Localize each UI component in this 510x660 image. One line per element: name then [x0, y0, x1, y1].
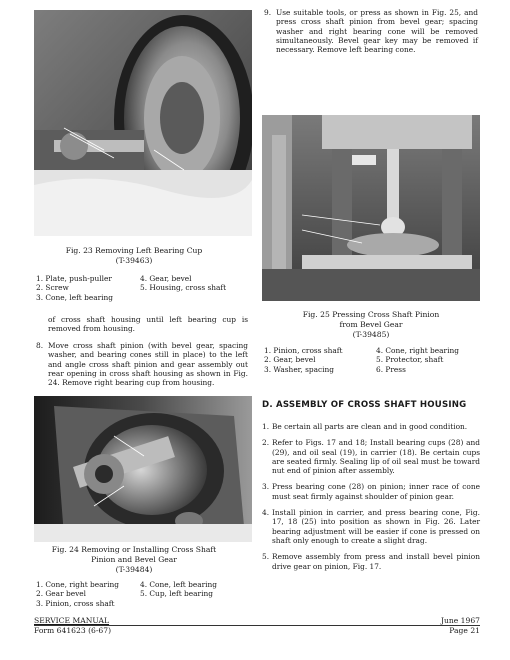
parts-row [36, 599, 246, 608]
form-number: Form 641623 (6-67) [34, 625, 112, 635]
fig24-parts-list [36, 580, 246, 608]
fig24-caption [34, 545, 234, 575]
fig25-caption [262, 310, 480, 340]
step-9-number: 9. [264, 8, 272, 17]
step-8-number: 8. [36, 341, 44, 350]
part-item: 6. Press [376, 364, 406, 374]
part-item: 1. Plate, push-puller [36, 274, 112, 283]
fig24-photo [34, 396, 252, 542]
assembly-step [262, 422, 480, 431]
step-8 [36, 341, 248, 387]
part-item: 4. Cone, right bearing [376, 346, 459, 355]
part-item: 2. Screw [36, 283, 69, 293]
issue-date: June 1967 [440, 616, 480, 625]
step-number: 5. [262, 552, 270, 562]
step-text: Be certain all parts are clean and in good condition. [272, 422, 468, 431]
manual-title: SERVICE MANUAL [34, 616, 110, 625]
assembly-step [262, 438, 480, 475]
parts-row [264, 365, 480, 374]
part-item: 3. Washer, spacing [264, 364, 335, 374]
part-item: 4. Gear, bevel [140, 274, 192, 283]
step-text: Install pinion in carrier, and press bearing cone, Fig. 17, 18 (25) into position as shown in Fig. 26. Later bearing adjustment will be easier if cone is pressed on shaft only enough to create a slight drag. [272, 508, 480, 545]
parts-row [36, 274, 246, 283]
step-8-text: Move cross shaft pinion (with bevel gear, spacing washer, and bearing cones still in place) to the left and angle cross shaft pinion and gear assembly out rear opening in cross shaft housing as shown in Fig. 24. Remove right bearing cup from housing. [48, 341, 248, 388]
step-number: 2. [262, 438, 270, 448]
fig25-caption-code: (T-39485) [352, 330, 390, 339]
parts-row [264, 346, 480, 355]
section-heading: D. ASSEMBLY OF CROSS SHAFT HOUSING [262, 400, 467, 410]
fig25-caption-title: Fig. 25 Pressing Cross Shaft Pinion [302, 310, 440, 319]
fig25-photo [262, 115, 480, 301]
page-number: Page 21 [449, 625, 480, 635]
part-item: 2. Gear, bevel [264, 355, 316, 365]
step-9-text: Use suitable tools, or press as shown in Fig. 25, and press cross shaft pinion from bevel gear; spacing washer and right bearing cone will be removed simultaneously. Bevel gear key may be removed if necessary. Remove left bearing cone. [276, 8, 478, 55]
fig23-caption-code: (T-39463) [115, 256, 153, 265]
assembly-step [262, 552, 480, 571]
part-item: 1. Cone, right bearing [36, 580, 119, 589]
fig24-caption-subtitle: Pinion and Bevel Gear [91, 555, 177, 564]
fig25-parts-list [264, 346, 480, 374]
part-item: 5. Protector, shaft [376, 355, 444, 365]
fig24-caption-code: (T-39484) [115, 565, 153, 574]
assembly-steps [262, 422, 480, 578]
fig24-caption-title: Fig. 24 Removing or Installing Cross Shaft [51, 545, 217, 554]
step-text: Refer to Figs. 17 and 18; Install bearing cups (28) and (29), and oil seal (19), in carrier (18). Be certain cups are seated firmly. Sealing lip of oil seal must be toward nut end of pinion after assembly. [272, 438, 480, 476]
part-item: 2. Gear bevel [36, 589, 86, 599]
assembly-step [262, 482, 480, 501]
part-item: 3. Pinion, cross shaft [36, 598, 115, 608]
part-item: 5. Housing, cross shaft [140, 283, 227, 293]
step-text: Press bearing cone (28) on pinion; inner race of cone must seat firmly against shoulder of pinion gear. [272, 482, 480, 501]
parts-row [36, 293, 246, 302]
left-continuation-paragraph: of cross shaft housing until left bearing cup is removed from housing. [48, 315, 248, 334]
fig23-caption-title: Fig. 23 Removing Left Bearing Cup [65, 246, 203, 255]
fig25-caption-subtitle: from Bevel Gear [339, 320, 403, 329]
assembly-step [262, 508, 480, 545]
step-text: Remove assembly from press and install bevel pinion drive gear on pinion, Fig. 17. [272, 552, 480, 571]
parts-row [264, 355, 480, 364]
parts-row [36, 580, 246, 589]
fig23-parts-list [36, 274, 246, 302]
step-number: 3. [262, 482, 270, 492]
fig23-photo [34, 10, 252, 236]
fig23-caption [34, 246, 234, 266]
parts-row [36, 283, 246, 292]
footer-right [441, 616, 480, 635]
footer-left [34, 616, 111, 635]
part-item: 5. Cup, left bearing [140, 589, 213, 599]
part-item: 1. Pinion, cross shaft [264, 346, 343, 355]
part-item: 3. Cone, left bearing [36, 292, 114, 302]
part-item: 4. Cone, left bearing [140, 580, 218, 589]
step-number: 4. [262, 508, 270, 518]
step-number: 1. [262, 422, 270, 431]
step-9 [264, 8, 478, 54]
parts-row [36, 589, 246, 598]
